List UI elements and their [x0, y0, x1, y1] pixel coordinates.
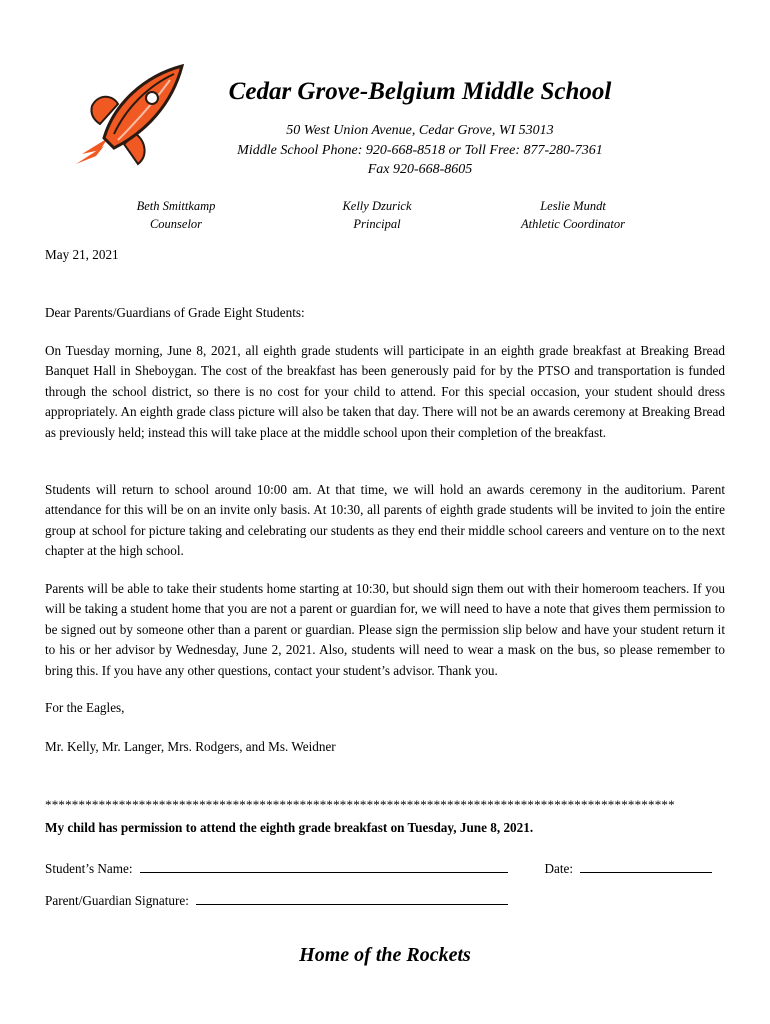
- letter-salutation: Dear Parents/Guardians of Grade Eight Students:: [45, 305, 305, 320]
- signature-row: [45, 890, 725, 911]
- student-name-field[interactable]: [140, 858, 508, 873]
- staff-counselor: [81, 197, 271, 233]
- school-address: 50 West Union Avenue, Cedar Grove, WI 53013: [286, 123, 554, 138]
- letter-paragraph-2: Students will return to school around 10:00 am. At that time, we will hold an awards ceremony in the auditorium. Parent attendance for this will be on an invite only basis. At 10:30, all parents of eighth grade students will be invited to join the entire group at school for picture taking and celebrating our students as they end their middle school careers and venture on to the next chapter at the high school.: [45, 482, 725, 559]
- date-label: Date:: [544, 861, 573, 876]
- school-phone: Middle School Phone: 920-668-8518 or Toll Free: 877-280-7361: [237, 143, 603, 158]
- letter-date: May 21, 2021: [45, 247, 119, 262]
- signature-field[interactable]: [196, 890, 508, 905]
- date-field[interactable]: [580, 858, 712, 873]
- student-name-label: Student’s Name:: [45, 861, 133, 876]
- staff-principal: [282, 197, 472, 233]
- letter-paragraph-1: On Tuesday morning, June 8, 2021, all eighth grade students will participate in an eighth grade breakfast at Breaking Bread Banquet Hall in Sheboygan. The cost of the breakfast has been generously paid for by the PTSO and transportation is funded through the school district, so there is no cost for your child to attend. For this special occasion, your student should dress appropriately. An eighth grade class picture will also be taken that day. There will not be an awards ceremony at Breaking Bread as previously held; instead this will take place at the middle school upon their completion of the breakfast.: [45, 343, 725, 440]
- staff-name: Beth Smittkamp: [136, 199, 216, 213]
- student-name-row: [45, 858, 725, 879]
- staff-title: Principal: [353, 217, 401, 231]
- staff-title: Athletic Coordinator: [520, 217, 626, 231]
- staff-name: Leslie Mundt: [540, 199, 606, 213]
- school-motto: Home of the Rockets: [299, 944, 471, 966]
- letter-closing: For the Eagles,: [45, 700, 125, 715]
- school-fax: Fax 920-668-8605: [367, 162, 473, 177]
- permission-text: My child has permission to attend the eighth grade breakfast on Tuesday, June 8, 2021.: [45, 820, 534, 835]
- staff-title: Counselor: [149, 217, 203, 231]
- slip-separator: **********************************************************************************************: [45, 797, 675, 812]
- school-name: Cedar Grove-Belgium Middle School: [228, 78, 612, 105]
- staff-athletic-coordinator: [478, 197, 668, 233]
- letter-signers: Mr. Kelly, Mr. Langer, Mrs. Rodgers, and Ms. Weidner: [45, 739, 336, 754]
- staff-name: Kelly Dzurick: [342, 199, 412, 213]
- letter-paragraph-3: Parents will be able to take their students home starting at 10:30, but should sign them out with their homeroom teachers. If you will be taking a student home that you are not a parent or guardian for, we will need to have a note that gives them permission to be signed out by someone other than a parent or guardian. Please sign the permission slip below and have your student return it to his or her advisor by Wednesday, June 2, 2021. Also, students will need to wear a mask on the bus, so please remember to bring this. If you have any other questions, contact your student’s advisor. Thank you.: [45, 581, 725, 678]
- signature-label: Parent/Guardian Signature:: [45, 893, 189, 908]
